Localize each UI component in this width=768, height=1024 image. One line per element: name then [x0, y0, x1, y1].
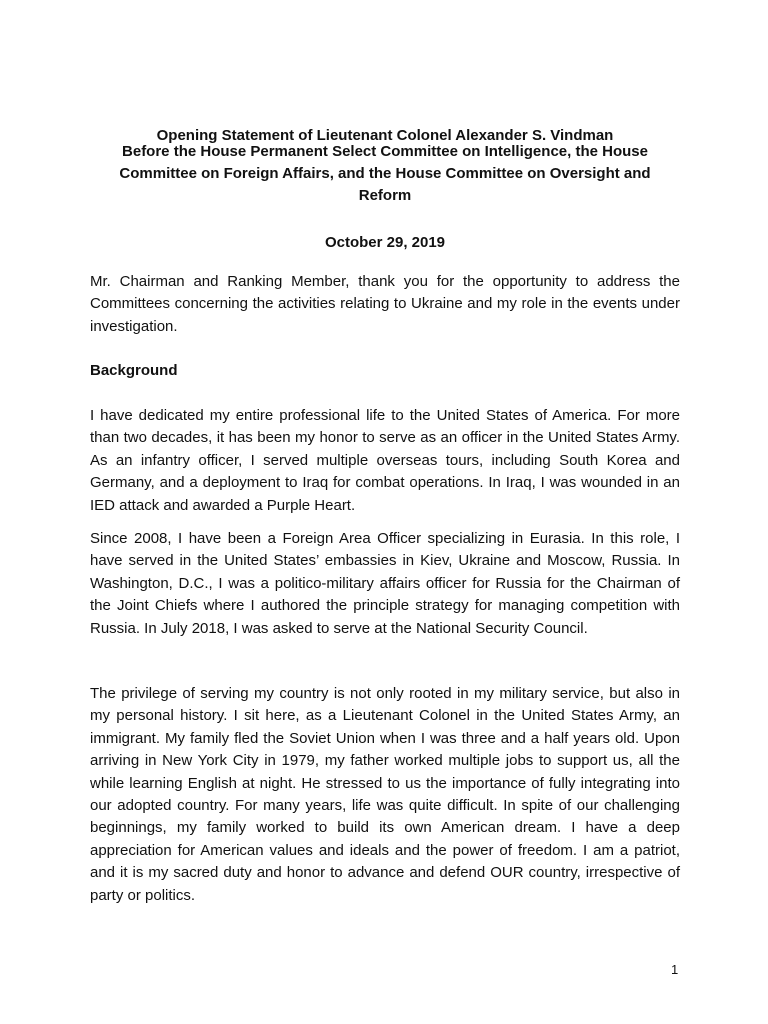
- section-heading-background: Background: [90, 362, 178, 379]
- intro-paragraph: Mr. Chairman and Ranking Member, thank you for the opportunity to address the Committees concerning the activities relating to Ukraine and my role in the events under investigation.: [90, 273, 680, 335]
- document-title: Opening Statement of Lieutenant Colonel Alexander S. Vindman: [156, 127, 614, 144]
- page-number: 1: [671, 962, 679, 977]
- body-paragraph-3: The privilege of serving my country is not only rooted in my military service, but also in my personal history. I sit here, as a Lieutenant Colonel in the United States Army, an immigrant. My family fled the Soviet Union when I was three and a half years old. Upon arriving in New York City in 1979, my father worked multiple jobs to support us, all the while learning English at night. He stressed to us the importance of fully integrating into our adopted country. For many years, life was quite difficult. In spite of our challenging beginnings, my family worked to build its own American dream. I have a deep appreciation for American values and ideals and the power of freedom. I am a patriot, and it is my sacred duty and honor to advance and defend OUR country, irrespective of party or politics.: [90, 685, 680, 904]
- body-paragraph-2: Since 2008, I have been a Foreign Area Officer specializing in Eurasia. In this role, I have served in the United States’ embassies in Kiev, Ukraine and Moscow, Russia. In Washington, D.C., I was a politico-military affairs officer for Russia for the Chairman of the Joint Chiefs where I authored the principle strategy for managing competition with Russia. In July 2018, I was asked to serve at the National Security Council.: [90, 530, 680, 637]
- document-subtitle: Before the House Permanent Select Committee on Intelligence, the House Committee on Foreign Affairs, and the House Committee on Oversight and Reform: [119, 143, 651, 204]
- body-paragraph-1: I have dedicated my entire professional life to the United States of America. For more than two decades, it has been my honor to serve as an officer in the United States Army. As an infantry officer, I served multiple overseas tours, including South Korea and Germany, and a deployment to Iraq for combat operations. In Iraq, I was wounded in an IED attack and awarded a Purple Heart.: [90, 407, 680, 514]
- document-page: [90, 0, 680, 1024]
- document-date: October 29, 2019: [324, 234, 446, 251]
